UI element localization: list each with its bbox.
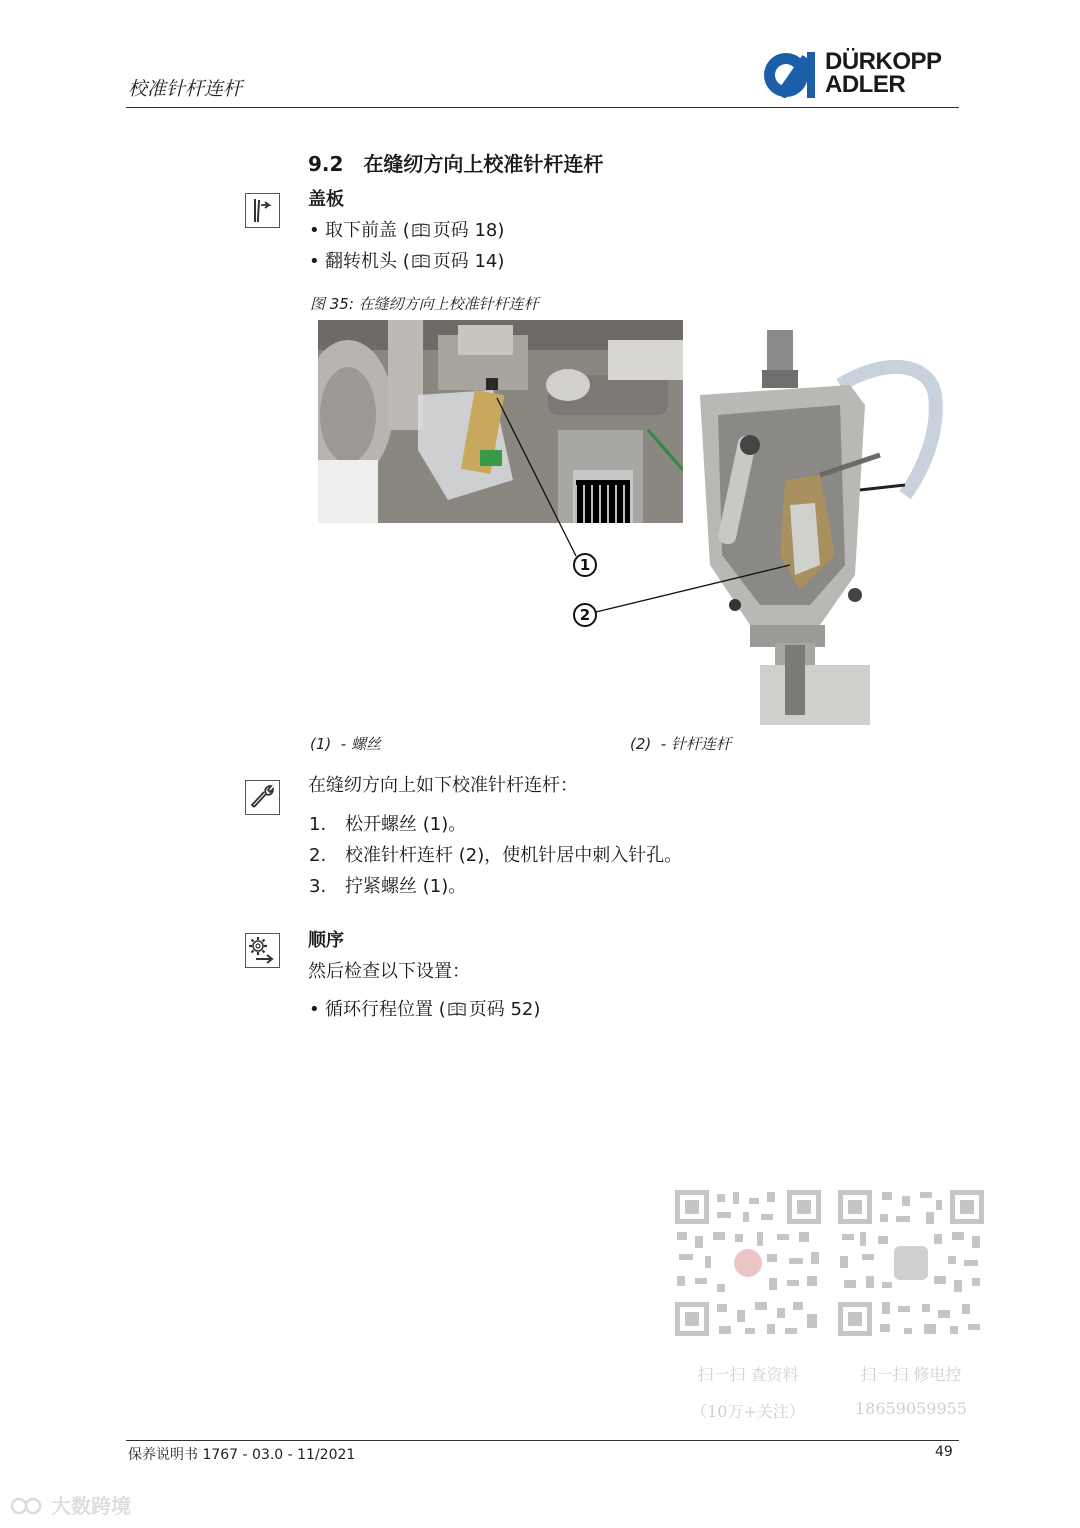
order-item-text: 循环行程位置 ( [325, 999, 446, 1020]
legend-number: (2) [630, 735, 652, 753]
watermark-logo-icon [10, 1496, 44, 1516]
step-number: 1. [309, 814, 327, 835]
section-number: 9.2 [308, 152, 344, 176]
wrench-icon [245, 780, 280, 815]
cover-item-text: 翻转机头 ( [325, 251, 410, 272]
qr-caption-line: （10万+关注） [691, 1402, 805, 1421]
footer-doc-info: 保养说明书 1767 - 03.0 - 11/2021 [128, 1447, 356, 1463]
qr-caption-line: 扫一扫 查资料 [697, 1365, 799, 1384]
footer-divider [126, 1440, 959, 1441]
step-text: 松开螺丝 (1)。 [345, 814, 467, 835]
procedure-step [309, 810, 466, 836]
cover-item-page[interactable]: 页码 18) [432, 220, 505, 241]
qr-caption-line: 18659059955 [855, 1399, 967, 1418]
callout-2: 2 [573, 603, 597, 627]
qr-caption-2 [836, 1362, 986, 1418]
gear-arrow-icon [245, 933, 280, 968]
brand-line1: DÜRKOPP [825, 48, 942, 75]
brand-line2: ADLER [825, 71, 906, 98]
legend-item-1 [310, 733, 381, 754]
page-number: 49 [935, 1444, 953, 1460]
watermark-text: 大数跨境 [50, 1494, 131, 1518]
legend-number: (1) [310, 735, 332, 753]
book-icon [448, 1002, 466, 1016]
order-item-1: • 循环行程位置 ( 页码 52) [309, 999, 541, 1020]
legend-item-2 [630, 733, 731, 754]
step-text: 拧紧螺丝 (1)。 [345, 876, 467, 897]
step-number: 2. [309, 845, 327, 866]
qr-caption-1 [673, 1362, 823, 1422]
cover-item-2: • 翻转机头 ( 页码 14) [309, 251, 505, 272]
section-title: 在缝纫方向上校准针杆连杆 [363, 152, 604, 176]
cover-item-1: • 取下前盖 ( 页码 18) [309, 220, 505, 241]
qr-code-2 [836, 1188, 986, 1338]
order-intro: 然后检查以下设置： [308, 961, 470, 982]
header-title: 校准针杆连杆 [128, 78, 243, 100]
callout-leaders [0, 0, 1080, 760]
callout-1: 1 [573, 553, 597, 577]
procedure-intro: 在缝纫方向上如下校准针杆连杆： [308, 775, 578, 796]
cover-item-page[interactable]: 页码 14) [432, 251, 505, 272]
legend-text: - 针杆连杆 [660, 735, 731, 753]
qr-caption-line: 扫一扫 修电控 [860, 1365, 962, 1384]
order-item-page[interactable]: 页码 52) [468, 999, 541, 1020]
step-number: 3. [309, 876, 327, 897]
figure-caption: 图 35: 在缝纫方向上校准针杆连杆 [310, 295, 539, 313]
procedure-step [309, 841, 682, 867]
qr-code-1 [673, 1188, 823, 1338]
cover-item-text: 取下前盖 ( [325, 220, 410, 241]
step-text: 校准针杆连杆 (2)，使机针居中刺入针孔。 [345, 845, 683, 866]
cover-heading: 盖板 [308, 189, 344, 210]
watermark [10, 1490, 131, 1519]
legend-text: - 螺丝 [340, 735, 381, 753]
procedure-step [309, 872, 466, 898]
order-heading: 顺序 [308, 930, 344, 951]
